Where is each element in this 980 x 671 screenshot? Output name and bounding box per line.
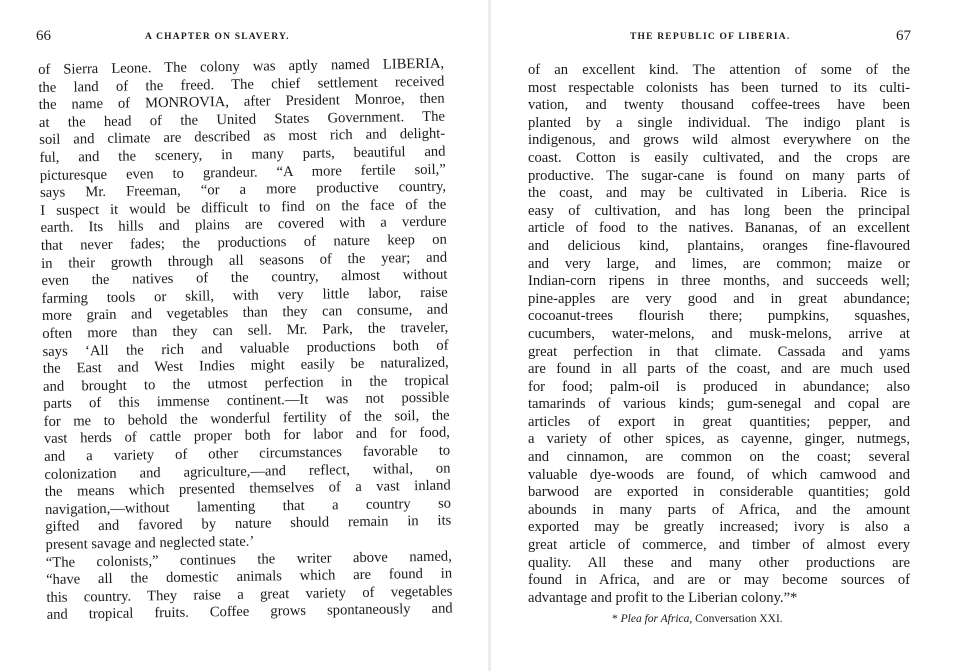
text-line: article of food to the natives. Bananas, of an excellent <box>528 220 910 237</box>
text-line: coast. Cotton is easily cultivated, and the crops are <box>528 149 910 166</box>
text-line: “The colonists,” continues the writer above named, <box>45 548 452 571</box>
text-line: and very large, and limes, are common; maize or <box>528 255 910 272</box>
text-line: Indian-corn ripens in three months, and succeeds well; <box>528 273 910 290</box>
right-running-head: THE REPUBLIC OF LIBERIA. <box>630 32 791 42</box>
text-line: for me to behold the wonderful fertility of the soil, the <box>43 407 450 430</box>
text-line: the East and West Indies might easily be naturalized, <box>42 354 449 378</box>
text-line: advantage and profit to the Liberian colony.”* <box>528 589 798 606</box>
text-line: indigenous, and grows wild almost everywhere on the <box>528 132 910 149</box>
text-line: tamarinds of various kinds; gum-senegal and copal are <box>528 396 910 413</box>
text-line: earth. Its hills and plains are covered with a verdure <box>40 213 447 237</box>
text-line: exported may be greatly increased; ivory is also a <box>528 519 910 536</box>
text-line: barwood are exported in considerable quantities; gold <box>528 484 910 501</box>
left-page-body <box>38 56 453 625</box>
footnote <box>612 613 783 625</box>
text-line: the coast, and may be cultivated in Liberia. Rice is <box>528 185 910 202</box>
text-line: “have all the domestic animals which are found in <box>46 565 453 589</box>
text-line: the means which presented themselves of a vast inland <box>44 477 451 501</box>
text-line: most respectable colonists has been turned to its culti- <box>528 79 910 96</box>
text-line: articles of export in great quantities; pepper, and <box>528 413 910 430</box>
text-line: picturesque even to grandeur. “A more fertile soil,” <box>39 161 446 184</box>
text-line: navigation,—without lamenting that a country so <box>44 495 452 518</box>
text-line: a variety of other spices, as cayenne, ginger, nutmegs, <box>528 431 910 448</box>
text-line: present savage and neglected state.’ <box>45 533 255 553</box>
text-line: easy of cultivation, and has long been the principal <box>528 202 910 219</box>
text-line: parts of this immense continent.—It was not possible <box>43 389 450 413</box>
footnote-marker: * <box>612 613 618 625</box>
text-line: valuable dye-woods are found, of which camwood and <box>528 466 910 483</box>
text-line: planted by a single individual. The indigo plant is <box>528 114 910 131</box>
text-line: more grain and vegetables than they can consume, and <box>41 301 449 325</box>
text-line: vation, and twenty thousand coffee-trees have been <box>528 97 910 114</box>
text-line: and a variety of other circumstances favorable to <box>44 442 451 466</box>
text-line: and brought to the utmost perfection in the tropical <box>42 372 450 395</box>
text-line: in their growth through all seasons of the year; and <box>41 249 448 272</box>
text-line: that never fades; the productions of nature keep on <box>40 231 447 254</box>
left-running-head: A CHAPTER ON SLAVERY. <box>145 32 290 42</box>
text-line: are found in all parts of the coast, and are much used <box>528 361 910 378</box>
text-line: ful, and the scenery, in many parts, beautiful and <box>39 143 446 166</box>
text-line: and tropical fruits. Coffee grows spontaneously and <box>46 600 453 624</box>
text-line: soil and climate are described as most rich and delight- <box>39 125 446 149</box>
text-line: pine-apples are very good and in great abundance; <box>528 290 910 307</box>
footnote-title: Plea for Africa, <box>620 613 693 625</box>
text-line: found in Africa, and are or may become sources of <box>528 572 910 589</box>
text-line: vast herds of cattle proper both for labor and for food, <box>43 425 451 448</box>
text-line: colonization and agriculture,—and reflect, withal, on <box>44 460 451 483</box>
text-line: and delicious kind, plantains, oranges fine-flavoured <box>528 237 910 254</box>
text-line: great article of commerce, and timber of almost every <box>528 537 910 554</box>
text-line: cocoanut-trees flourish there; pumpkins, squashes, <box>528 308 910 325</box>
text-line: of Sierra Leone. The colony was aptly named LIBERIA, <box>38 55 445 78</box>
text-line: the land of the freed. The chief settlement received <box>38 73 445 96</box>
text-line: this country. They raise a great variety of vegetables <box>46 583 453 606</box>
text-line: I suspect it would be difficult to find on the face of the <box>40 196 447 219</box>
text-line: abounds in many parts of Africa, and the amount <box>528 501 910 518</box>
text-line: even the natives of the country, almost without <box>41 266 448 290</box>
text-line: great perfection in that climate. Cassada and yams <box>528 343 910 360</box>
right-page-number: 67 <box>896 28 911 44</box>
right-page-body <box>528 62 910 607</box>
text-line: cucumbers, water-melons, and musk-melons, arrive at <box>528 325 910 342</box>
text-line: quality. All these and many other productions are <box>528 554 910 571</box>
text-line: for food; palm-oil is produced in abundance; also <box>528 378 910 395</box>
text-line: of an excellent kind. The attention of some of the <box>528 62 910 78</box>
text-line: says ‘All the rich and valuable productions both of <box>42 337 449 360</box>
text-line: at the head of the United States Government. The <box>38 108 446 131</box>
footnote-rest: Conversation XXI. <box>692 613 783 625</box>
text-line: the name of MONROVIA, after President Monroe, then <box>38 90 445 114</box>
text-line: and cinnamon, are common on the coast; several <box>528 449 910 466</box>
text-line: says Mr. Freeman, “or a more productive country, <box>39 178 447 202</box>
text-line: farming tools or skill, with very little labor, raise <box>41 284 448 307</box>
text-line: gifted and favored by nature should remain in its <box>45 513 452 536</box>
text-line: often more than they can sell. Mr. Park, the traveler, <box>42 319 449 342</box>
text-line: productive. The sugar-cane is found on many parts of <box>528 167 910 184</box>
left-page-number: 66 <box>36 28 51 44</box>
